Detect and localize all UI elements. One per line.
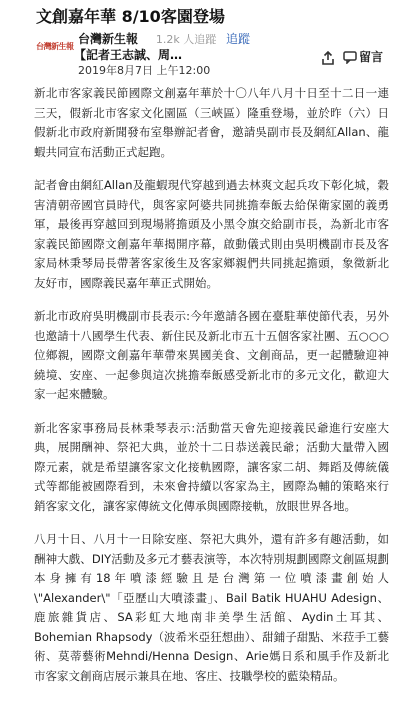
article-paragraph: 八月十日、八月十一日除安座、祭祀大典外，還有許多有趣活動，如酬神大戲、DIY活動及多元才藝表演等，本次特別規劃國際文創區規劃本身擁有18年噴漆經驗且是台灣第一位噴漆畫創始人\"Alexander\"「亞歷山大噴漆畫」、Bail Batik HUAHU Adesign、鹿旅雜貨店、SA彩虹大地南非美學生活館、Aydin土耳其、Bohemian Rhapsody（波希米亞狂想曲）、甜鋪子甜點、米菈手工藝術、莫蒂藝術Mehndi/Henna Design、Arie媽日系和風手作及新北市客家文創商店展示兼具在地、客庄、技職學校的藍染精品。 bbox=[34, 532, 389, 683]
headline-preview: 【記者王志誠、周… bbox=[74, 48, 183, 62]
article-paragraph: 新北市政府吳明機副市長表示:今年邀請各國在臺駐華使節代表，另外也邀請十八國學生代表、新住民及新北市五十五個客家社團、五○○○位鄉親，國際文創嘉年華帶來異國美食、文創商品，更一起體驗迎神繞境、安座、一起參與這次挑擔奉飯感受新北市的多元文化，歡迎大家一起來體驗。 bbox=[34, 309, 389, 401]
comment-icon bbox=[343, 50, 357, 64]
publish-date: 2019年8月7日 上午12:00 bbox=[78, 64, 211, 77]
comment-label: 留言 bbox=[358, 50, 383, 64]
publisher-line bbox=[78, 30, 250, 46]
publisher-logo[interactable]: 台灣新生報 bbox=[36, 42, 74, 51]
article-body bbox=[34, 84, 389, 700]
follower-count: 1.2k 人追蹤 bbox=[155, 33, 217, 46]
publisher-name[interactable]: 台灣新生報 bbox=[78, 32, 139, 46]
article-paragraph: 新北市客家義民節國際文創嘉年華於十〇八年八月十日至十二日一連三天，假新北市客家文化園區（三峽區）隆重登場，並於昨（六）日假新北市政府新聞發布室舉辦記者會，邀請吳副市長及網紅Allan、龍蝦共同宣布活動正式起跑。 bbox=[34, 86, 389, 159]
article-paragraph: 記者會由網紅Allan及龍蝦現代穿越到過去林爽文起兵攻下彰化城，穀害清朝帝國官員時代，與客家阿婆共同挑擔奉飯去給保衛家園的義勇軍，最後再穿越回到現場將擔頭及小黑令旗交給副市長，為新北市客家義民節國際文創嘉年華揭開序幕，啟動儀式則由吳明機副市長及客家局林秉琴局長帶著客家後生及客家鄉親們共同挑起擔頭，象徵新北友好市，國際義民嘉年華正式開始。 bbox=[34, 178, 389, 290]
comment-button[interactable] bbox=[343, 48, 383, 65]
article-header bbox=[34, 30, 389, 76]
article-title: 文創嘉年華 8/10客園登場 bbox=[36, 7, 225, 26]
article-paragraph: 新北客家事務局長林秉琴表示:活動當天會先迎接義民爺進行安座大典，展開酬神、祭祀大典，並於十二日恭送義民爺；活動大量帶入國際元素，就是希望讓客家文化接軌國際，讓客家二胡、舞蹈及傳統儀式等都能被國際看到，未來會持續以客家為主，國際為輔的策略來行銷客家文化，讓客家傳統文化傳承與國際接軌，放眼世界各地。 bbox=[34, 420, 389, 513]
article-actions bbox=[321, 48, 383, 65]
share-icon[interactable] bbox=[321, 50, 335, 64]
follow-button[interactable]: 追蹤 bbox=[226, 32, 251, 46]
